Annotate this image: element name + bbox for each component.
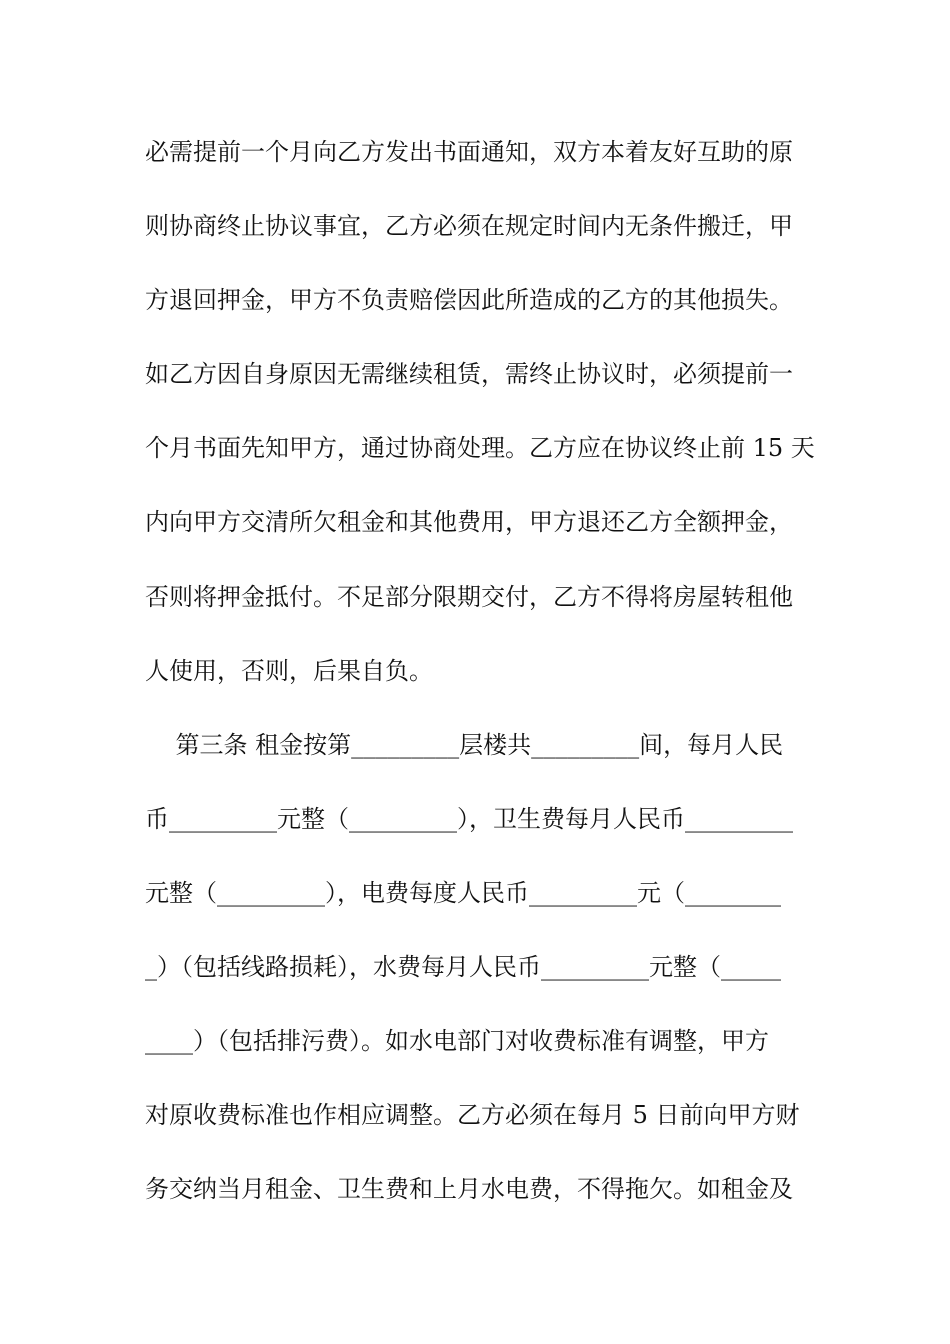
paragraph-line: 元整（_________），电费每度人民币_________元（________ [145,879,781,907]
paragraph-line: _）（包括线路损耗），水费每月人民币_________元整（_____ [145,953,781,981]
paragraph-line: 如乙方因自身原因无需继续租赁，需终止协议时，必须提前一 [145,360,793,388]
paragraph-line: 务交纳当月租金、卫生费和上月水电费，不得拖欠。如租金及 [145,1175,793,1203]
paragraph-line: 人使用，否则，后果自负。 [145,657,433,685]
paragraph-line: 币_________元整（_________），卫生费每月人民币_________ [145,805,793,833]
paragraph-line: 内向甲方交清所欠租金和其他费用，甲方退还乙方全额押金， [145,508,793,536]
paragraph-line: ____）（包括排污费）。如水电部门对收费标准有调整，甲方 [145,1027,769,1055]
paragraph-line: 个月书面先知甲方，通过协商处理。乙方应在协议终止前 15 天 [145,434,815,462]
paragraph-line: 必需提前一个月向乙方发出书面通知，双方本着友好互助的原 [145,138,793,166]
article-three-heading-line: 第三条 租金按第_________层楼共_________间，每月人民 [145,731,784,759]
paragraph-line: 则协商终止协议事宜，乙方必须在规定时间内无条件搬迁，甲 [145,212,793,240]
paragraph-line: 方退回押金，甲方不负责赔偿因此所造成的乙方的其他损失。 [145,286,793,314]
paragraph-line: 否则将押金抵付。不足部分限期交付，乙方不得将房屋转租他 [145,583,793,611]
paragraph-line: 对原收费标准也作相应调整。乙方必须在每月 5 日前向甲方财 [145,1101,800,1129]
